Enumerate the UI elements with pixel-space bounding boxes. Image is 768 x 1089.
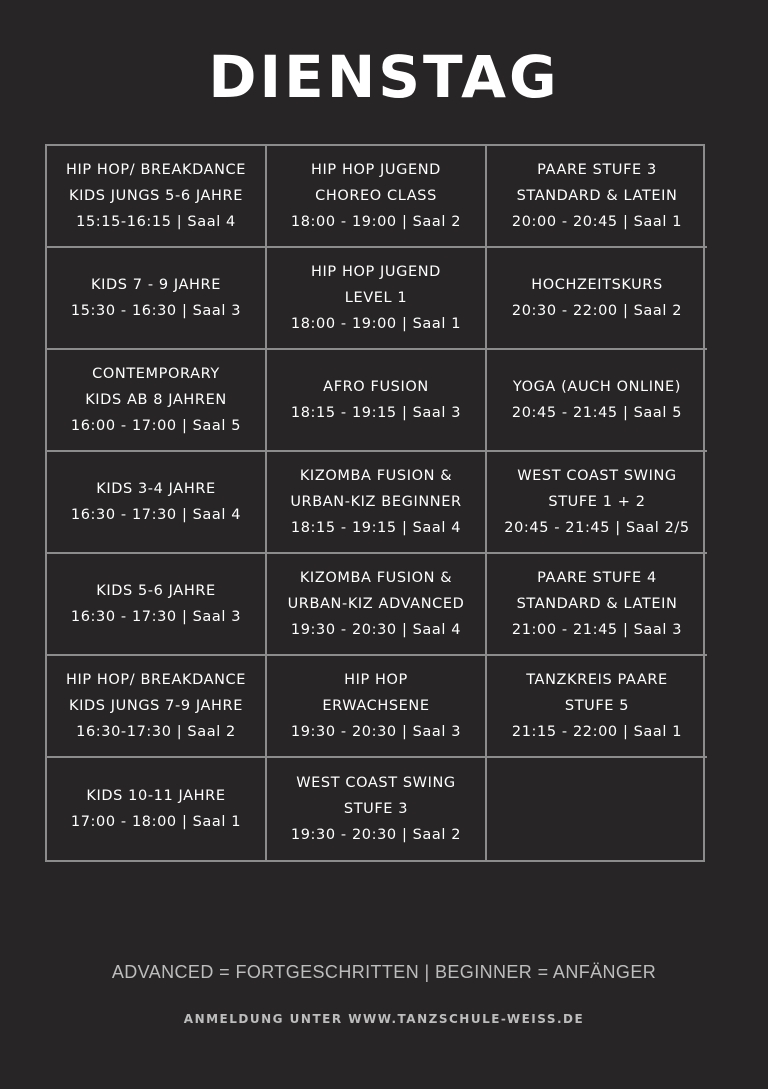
class-time: 18:15 - 19:15 | Saal 4 <box>290 520 462 536</box>
empty-cell <box>487 758 707 860</box>
class-name-line: HIP HOP JUGEND <box>311 264 441 280</box>
class-cell <box>47 758 267 860</box>
class-cell <box>47 452 267 554</box>
class-time: 19:30 - 20:30 | Saal 2 <box>290 827 462 843</box>
class-time: 20:45 - 21:45 | Saal 2/5 <box>504 520 690 536</box>
class-cell <box>487 656 707 758</box>
class-name-line: STANDARD & LATEIN <box>516 188 678 204</box>
class-cell <box>267 554 487 656</box>
class-name-line: STUFE 1 + 2 <box>548 494 646 510</box>
class-name-line: CHOREO CLASS <box>315 188 437 204</box>
class-cell <box>267 146 487 248</box>
class-cell <box>487 452 707 554</box>
class-time: 19:30 - 20:30 | Saal 3 <box>290 724 462 740</box>
class-name-line: KIDS 3-4 JAHRE <box>96 481 216 497</box>
class-cell <box>487 146 707 248</box>
class-cell <box>47 248 267 350</box>
class-name-line: KIDS 7 - 9 JAHRE <box>91 277 221 293</box>
class-cell <box>267 656 487 758</box>
class-name-line: HOCHZEITSKURS <box>531 277 663 293</box>
class-name-line: TANZKREIS PAARE <box>526 672 668 688</box>
class-time: 16:30 - 17:30 | Saal 4 <box>70 507 242 523</box>
class-name-line: STANDARD & LATEIN <box>516 596 678 612</box>
class-name-line: CONTEMPORARY <box>92 366 220 382</box>
class-name-line: KIDS JUNGS 5-6 JAHRE <box>69 188 243 204</box>
class-time: 18:00 - 19:00 | Saal 2 <box>290 214 462 230</box>
class-cell <box>487 350 707 452</box>
class-name-line: HIP HOP JUGEND <box>311 162 441 178</box>
class-cell <box>47 146 267 248</box>
class-name-line: HIP HOP/ BREAKDANCE <box>65 672 247 688</box>
class-time: 16:30 - 17:30 | Saal 3 <box>70 609 242 625</box>
class-cell <box>267 452 487 554</box>
class-time: 20:45 - 21:45 | Saal 5 <box>511 405 683 421</box>
class-time: 19:30 - 20:30 | Saal 4 <box>290 622 462 638</box>
class-name-line: STUFE 3 <box>343 801 409 817</box>
class-name-line: URBAN-KIZ ADVANCED <box>287 596 465 612</box>
class-cell <box>267 248 487 350</box>
class-name-line: KIZOMBA FUSION & <box>299 570 453 586</box>
class-time: 15:30 - 16:30 | Saal 3 <box>70 303 242 319</box>
class-name-line: KIDS 10-11 JAHRE <box>86 788 226 804</box>
class-time: 18:15 - 19:15 | Saal 3 <box>290 405 462 421</box>
class-name-line: KIDS AB 8 JAHREN <box>85 392 227 408</box>
class-time: 17:00 - 18:00 | Saal 1 <box>70 814 242 830</box>
class-name-line: AFRO FUSION <box>323 379 429 395</box>
class-name-line: HIP HOP <box>344 672 408 688</box>
class-cell <box>47 350 267 452</box>
class-cell <box>267 350 487 452</box>
class-cell <box>487 248 707 350</box>
page-title: DIENSTAG <box>208 43 560 111</box>
class-name-line: URBAN-KIZ BEGINNER <box>290 494 462 510</box>
class-name-line: WEST COAST SWING <box>517 468 677 484</box>
class-cell <box>47 656 267 758</box>
class-cell <box>267 758 487 860</box>
class-name-line: KIDS JUNGS 7-9 JAHRE <box>69 698 243 714</box>
class-name-line: PAARE STUFE 3 <box>537 162 657 178</box>
class-cell <box>47 554 267 656</box>
class-time: 20:30 - 22:00 | Saal 2 <box>511 303 683 319</box>
class-name-line: KIDS 5-6 JAHRE <box>96 583 216 599</box>
class-time: 21:15 - 22:00 | Saal 1 <box>511 724 683 740</box>
legend-note: ADVANCED = FORTGESCHRITTEN | BEGINNER = ANFÄNGER <box>111 962 657 982</box>
signup-link[interactable]: ANMELDUNG UNTER WWW.TANZSCHULE-WEISS.DE <box>183 1012 585 1026</box>
class-cell <box>487 554 707 656</box>
class-name-line: KIZOMBA FUSION & <box>299 468 453 484</box>
class-name-line: LEVEL 1 <box>344 290 408 306</box>
class-name-line: HIP HOP/ BREAKDANCE <box>65 162 247 178</box>
schedule-grid <box>45 144 705 862</box>
class-name-line: YOGA (AUCH ONLINE) <box>512 379 682 395</box>
class-time: 20:00 - 20:45 | Saal 1 <box>511 214 683 230</box>
class-time: 16:00 - 17:00 | Saal 5 <box>70 418 242 434</box>
class-name-line: STUFE 5 <box>564 698 630 714</box>
class-name-line: ERWACHSENE <box>322 698 430 714</box>
class-time: 16:30-17:30 | Saal 2 <box>76 724 236 740</box>
class-time: 21:00 - 21:45 | Saal 3 <box>511 622 683 638</box>
class-time: 15:15-16:15 | Saal 4 <box>76 214 236 230</box>
class-name-line: WEST COAST SWING <box>296 775 456 791</box>
class-time: 18:00 - 19:00 | Saal 1 <box>290 316 462 332</box>
class-name-line: PAARE STUFE 4 <box>537 570 657 586</box>
